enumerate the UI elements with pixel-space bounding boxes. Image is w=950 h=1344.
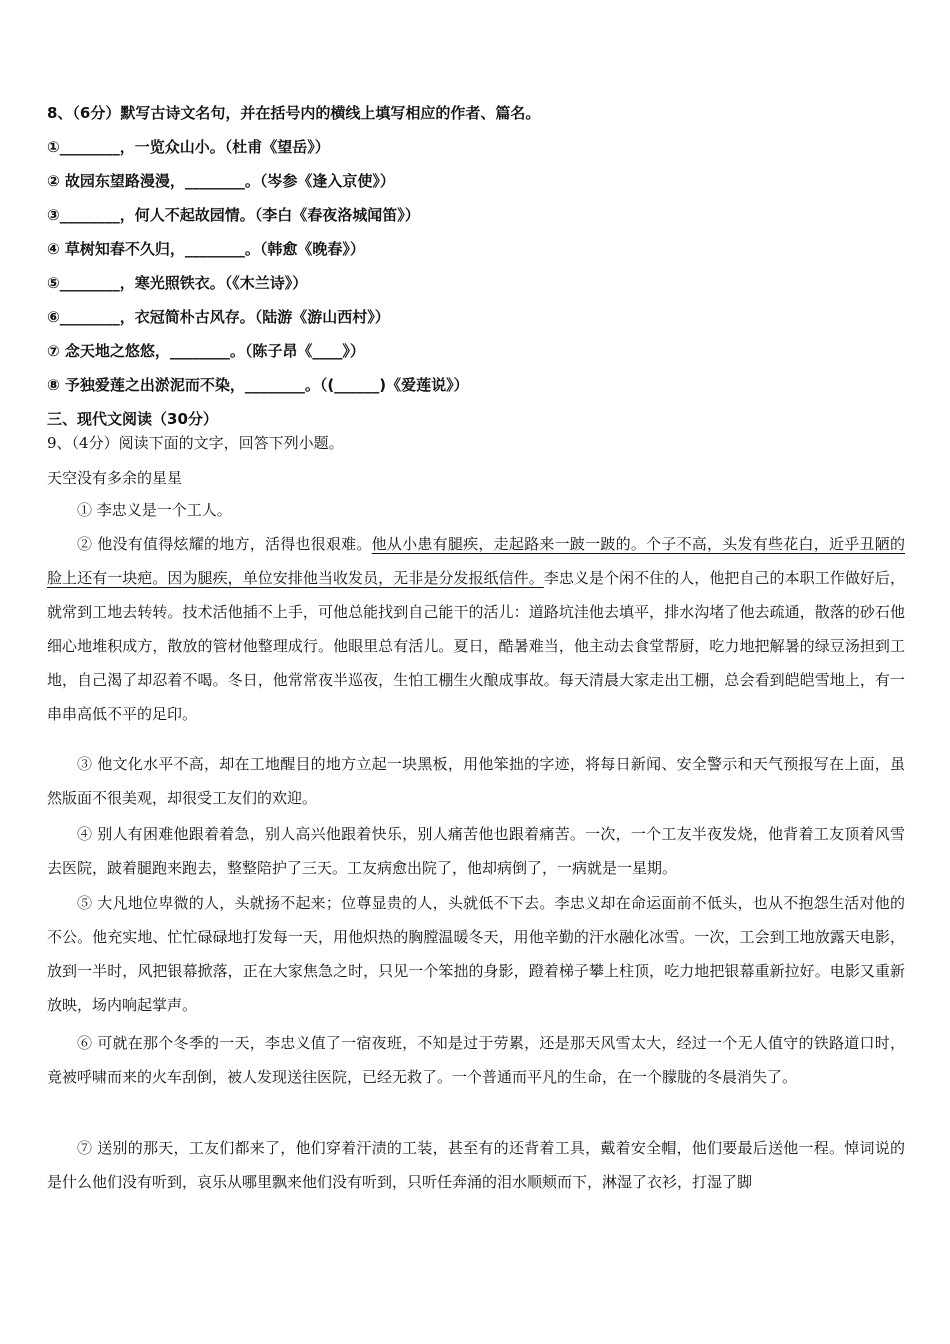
- q8-item-3: ③________，何人不起故园情。（李白《春夜洛城闻笛》）: [47, 206, 420, 224]
- section-title: 三、现代文阅读（30分）: [47, 410, 218, 428]
- q8-item-5: ⑤________，寒光照铁衣。（《木兰诗》）: [47, 274, 308, 292]
- paragraph-7: ⑦ 送别的那天，工友们都来了，他们穿着汗渍的工装，甚至有的还背着工具，戴着安全帽，他们要最后送他一程。悼词说的是什么他们没有听到，哀乐从哪里飘来他们没有听到，只听任奔涌的泪水顺颊而下，淋湿了衣衫，打湿了脚: [47, 1139, 905, 1191]
- q8-item-7: ⑦ 念天地之悠悠，________。（陈子昂《____》）: [47, 342, 365, 360]
- q8-item-6: ⑥________，衣冠简朴古风存。（陆游《游山西村》）: [47, 308, 390, 326]
- q8-item-4: ④ 草树知春不久归，________。（韩愈《晚春》）: [47, 240, 365, 258]
- q8-item-1: ①________，一览众山小。（杜甫《望岳》）: [47, 138, 330, 156]
- q9-header: 9、（4分）阅读下面的文字，回答下列小题。: [47, 434, 344, 452]
- q8-item-8: ⑧ 予独爱莲之出淤泥而不染，________。（(______)《爱莲说》）: [47, 376, 469, 394]
- paragraph-5: ⑤ 大凡地位卑微的人，头就扬不起来；位尊显贵的人，头就低不下去。李忠义却在命运面前不低头，也从不抱怨生活对他的不公。他充实地、忙忙碌碌地打发每一天，用他炽热的胸膛温暖冬天，用他辛勤的汗水融化冰雪。一次，工会到工地放露天电影，放到一半时，风把银幕掀落，正在大家焦急之时，只见一个笨拙的身影，蹬着梯子攀上柱顶，吃力地把银幕重新拉好。电影又重新放映，场内响起掌声。: [47, 894, 905, 1014]
- paragraph-2: [47, 527, 905, 731]
- paragraph-2-start: ② 他没有值得炫耀的地方，活得也很艰难。: [77, 535, 372, 553]
- paragraph-6: ⑥ 可就在那个冬季的一天，李忠义值了一宿夜班，不知是过于劳累，还是那天风雪太大，经过一个无人值守的铁路道口时，竟被呼啸而来的火车刮倒，被人发现送往医院，已经无救了。一个普通而平凡的生命，在一个朦胧的冬晨消失了。: [47, 1034, 905, 1086]
- q8-item-2: ② 故园东望路漫漫，________。（岑参《逢入京使》）: [47, 172, 395, 190]
- paragraph-2-underlined: 他从小患有腿疾，走起路来一跛一跛的。个子不高，头发有些花白，近乎丑陋的脸上还有一块疤。因为腿疾，单位安排他当收发员，无非是分发报纸信件。: [47, 535, 905, 587]
- q8-header: 8、（6分）默写古诗文名句，并在括号内的横线上填写相应的作者、篇名。: [47, 104, 541, 122]
- paragraph-1: ① 李忠义是一个工人。: [77, 501, 232, 519]
- paragraph-2-rest: 李忠义是个闲不住的人，他把自己的本职工作做好后，就常到工地去转转。技术活他插不上手，可他总能找到自己能干的活儿：道路坑洼他去填平，排水沟堵了他去疏通，散落的砂石他细心地堆积成方，散放的管材他整理成行。他眼里总有活儿。夏日，酷暑难当，他主动去食堂帮厨，吃力地把解暑的绿豆汤担到工地，自己渴了却忍着不喝。冬日，他常常夜半巡夜，生怕工棚生火酿成事故。每天清晨大家走出工棚，总会看到皑皑雪地上，有一串串高低不平的足印。: [47, 569, 905, 723]
- article-title: 天空没有多余的星星: [47, 469, 183, 487]
- paragraph-4: ④ 别人有困难他跟着着急，别人高兴他跟着快乐，别人痛苦他也跟着痛苦。一次，一个工友半夜发烧，他背着工友顶着风雪去医院，跛着腿跑来跑去，整整陪护了三天。工友病愈出院了，他却病倒了，一病就是一星期。: [47, 825, 905, 877]
- paragraph-3: ③ 他文化水平不高，却在工地醒目的地方立起一块黑板，用他笨拙的字迹，将每日新闻、安全警示和天气预报写在上面，虽然版面不很美观，却很受工友们的欢迎。: [47, 755, 905, 807]
